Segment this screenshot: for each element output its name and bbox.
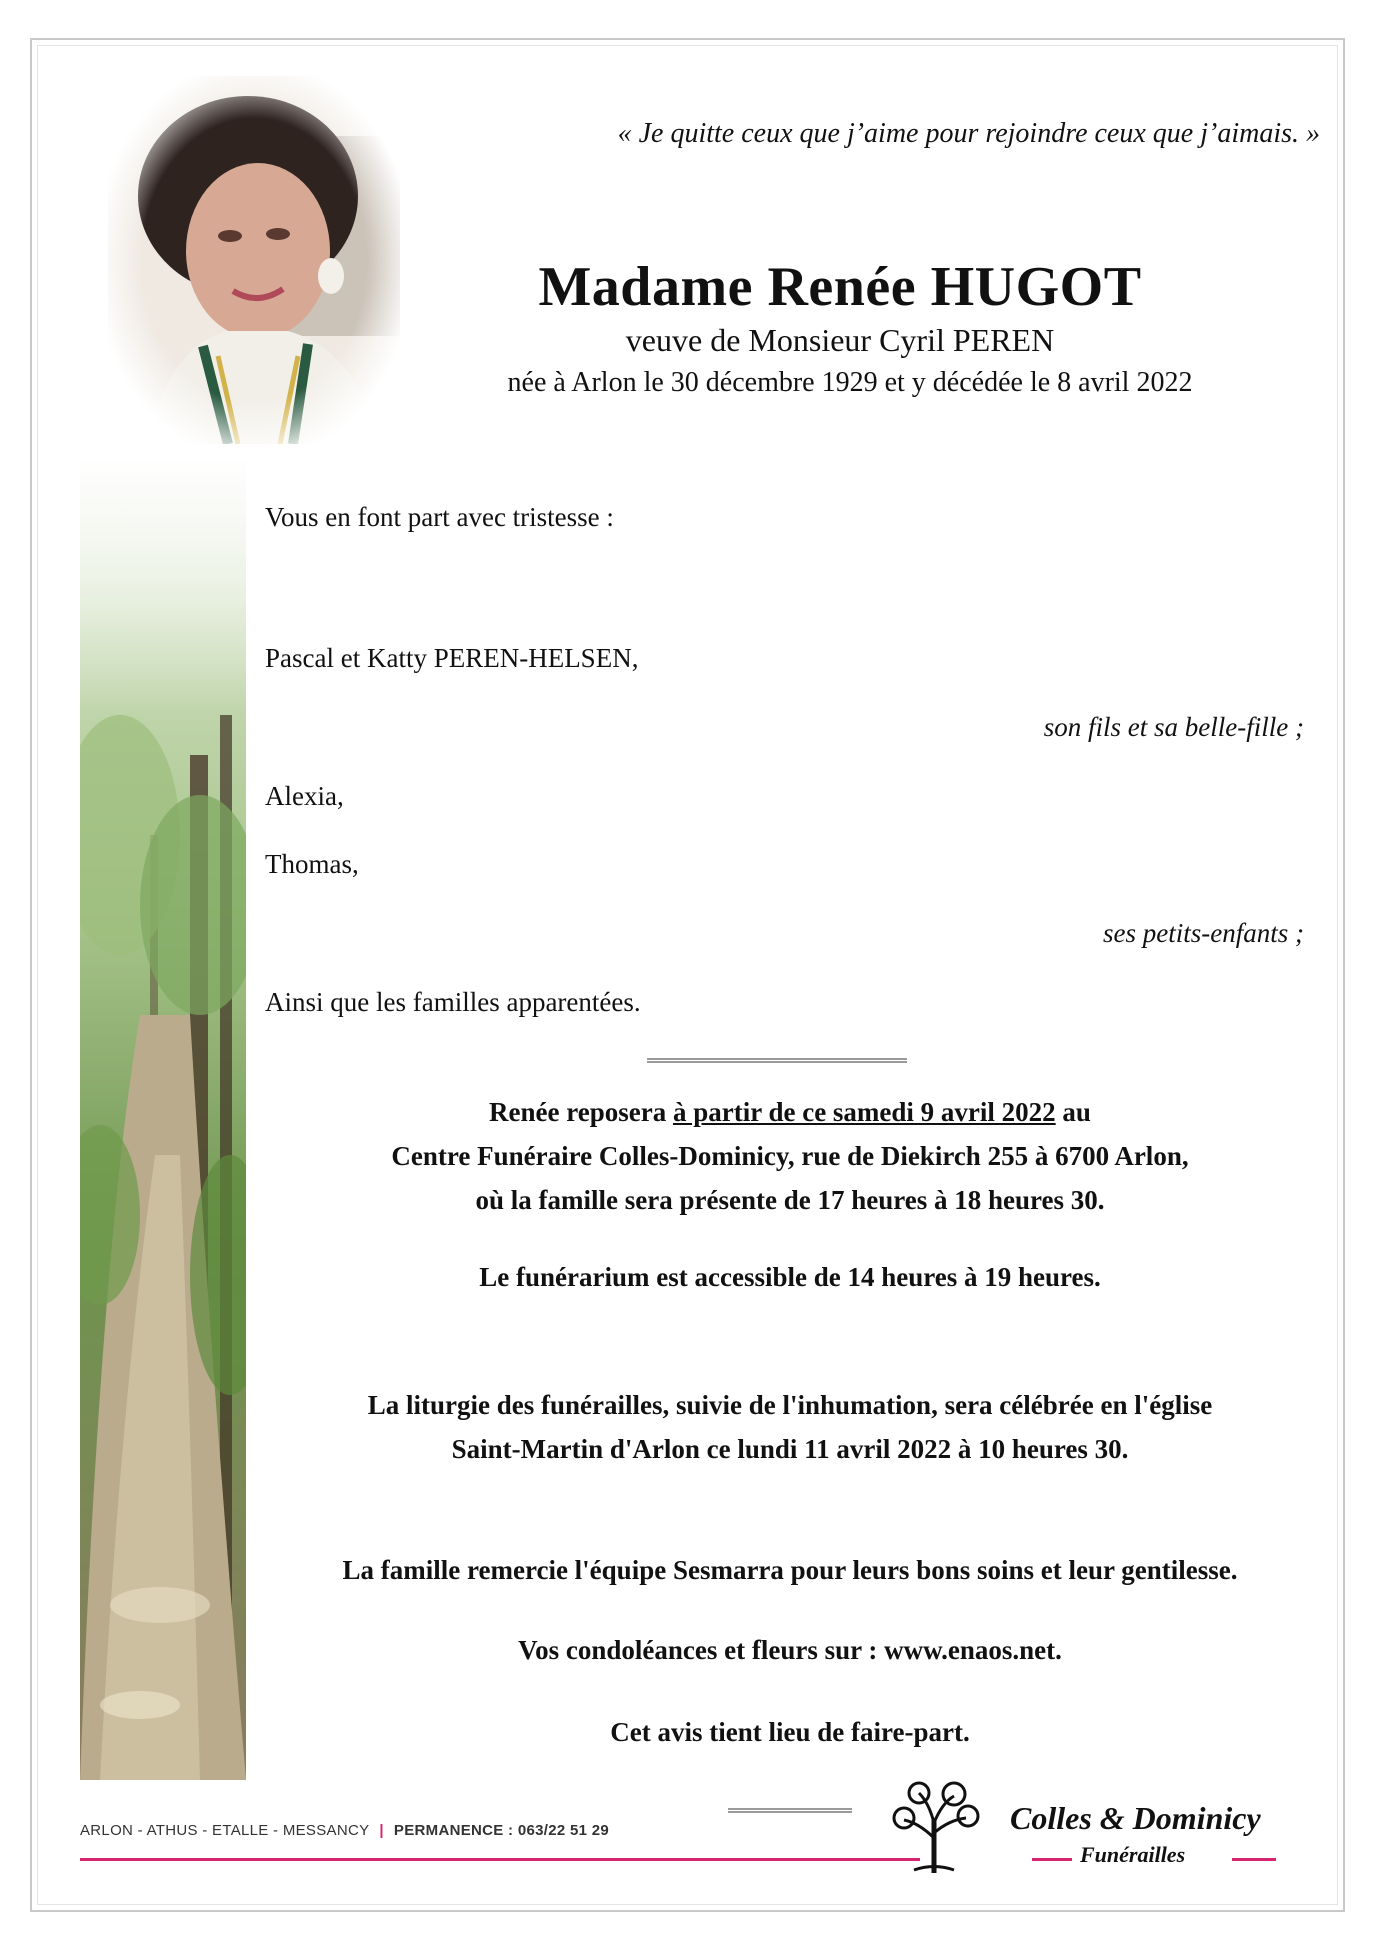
grandchild-2: Thomas,	[265, 849, 359, 879]
footer-contact	[80, 1822, 609, 1839]
portrait-photo	[108, 76, 400, 444]
grandchild-1: Alexia,	[265, 781, 344, 811]
family-intro: Vous en font part avec tristesse :	[265, 502, 614, 532]
rest-date: à partir de ce samedi 9 avril 2022	[672, 1097, 1056, 1127]
birth-death-dates: née à Arlon le 30 décembre 1929 et y décédée le 8 avril 2022	[507, 367, 1193, 398]
deceased-name: Madame Renée HUGOT	[538, 256, 1142, 318]
epitaph-quote: « Je quitte ceux que j’aime pour rejoindre ceux que j’aimais. »	[617, 118, 1320, 149]
liturgy-line-2: Saint-Martin d'Arlon ce lundi 11 avril 2022 à 10 heures 30.	[451, 1434, 1129, 1464]
brand-accent-right	[1232, 1858, 1276, 1861]
footer-accent-line	[80, 1858, 920, 1861]
footer-separator: |	[379, 1822, 384, 1839]
rest-place: Centre Funéraire Colles-Dominicy, rue de Diekirch 255 à 6700 Arlon,	[391, 1141, 1189, 1171]
brand-subtitle: Funérailles	[1080, 1842, 1186, 1867]
liturgy-line-1: La liturgie des funérailles, suivie de l'inhumation, sera célébrée en l'église	[367, 1390, 1213, 1420]
grandchildren-role: ses petits-enfants ;	[1103, 918, 1304, 948]
relatives: Ainsi que les familles apparentées.	[265, 987, 641, 1017]
son-role: son fils et sa belle-fille ;	[1043, 712, 1304, 742]
footer-divider	[728, 1808, 852, 1813]
family-son: Pascal et Katty PEREN-HELSEN,	[265, 643, 639, 673]
footer-locations: ARLON - ATHUS - ETALLE - MESSANCY	[80, 1822, 370, 1839]
rest-line-1: Renée reposera à partir de ce samedi 9 avril 2022 au	[489, 1097, 1091, 1127]
rest-details	[240, 1090, 1340, 1222]
condolences: Vos condoléances et fleurs sur : www.enaos.net.	[518, 1635, 1062, 1665]
footer-permanence: PERMANENCE : 063/22 51 29	[393, 1822, 609, 1839]
brand-accent-left	[1032, 1858, 1072, 1861]
notice: Cet avis tient lieu de faire-part.	[610, 1717, 970, 1747]
section-divider	[647, 1058, 907, 1063]
liturgy	[240, 1383, 1340, 1471]
tree-logo-icon	[884, 1778, 986, 1878]
forest-fade-overlay	[80, 455, 246, 715]
rest-presence: où la famille sera présente de 17 heures à 18 heures 30.	[475, 1185, 1105, 1215]
thanks: La famille remercie l'équipe Sesmarra pour leurs bons soins et leur gentilesse.	[342, 1555, 1238, 1585]
widow-of: veuve de Monsieur Cyril PEREN	[625, 322, 1055, 358]
access-hours: Le funérarium est accessible de 14 heures à 19 heures.	[479, 1262, 1101, 1292]
brand-name: Colles & Dominicy	[1010, 1800, 1261, 1836]
